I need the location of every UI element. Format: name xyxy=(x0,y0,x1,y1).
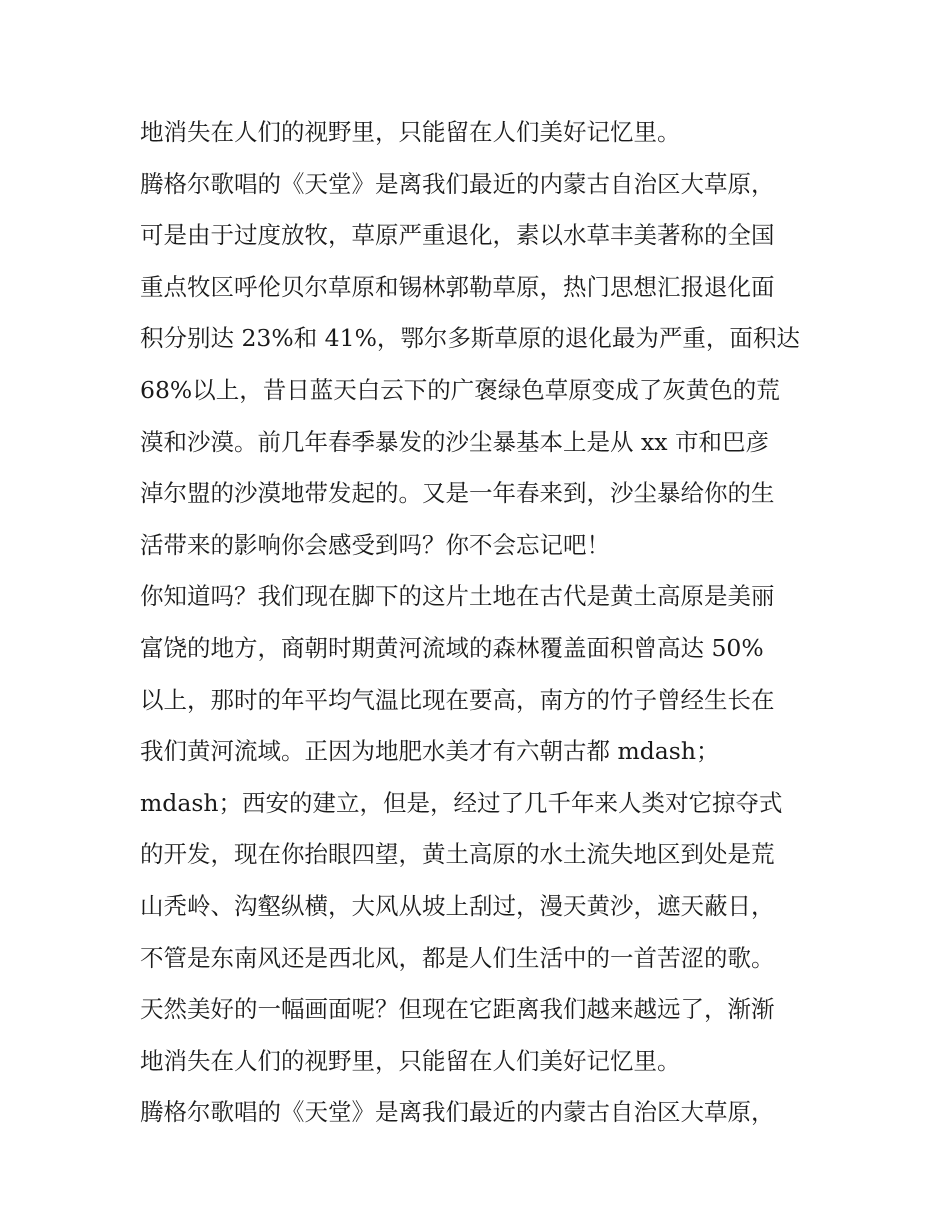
text-line: 重点牧区呼伦贝尔草原和锡林郭勒草原，热门思想汇报退化面 xyxy=(140,272,775,301)
text-line: 可是由于过度放牧，草原严重退化，素以水草丰美著称的全国 xyxy=(140,221,775,250)
text-line: 山秃岭、沟壑纵横，大风从坡上刮过，漫天黄沙，遮天蔽日， xyxy=(140,891,775,920)
text-line: 漠和沙漠。前几年春季暴发的沙尘暴基本上是从 xx 市和巴彦 xyxy=(140,427,769,456)
text-line: 不管是东南风还是西北风，都是人们生活中的一首苦涩的歌。 xyxy=(140,943,775,972)
text-line: 68%以上，昔日蓝天白云下的广褒绿色草原变成了灰黄色的荒 xyxy=(140,375,780,404)
text-line: 积分别达 23%和 41%，鄂尔多斯草原的退化最为严重，面积达 xyxy=(140,324,800,353)
text-line: 以上，那时的年平均气温比现在要高，南方的竹子曾经生长在 xyxy=(140,685,775,714)
text-line: 地消失在人们的视野里，只能留在人们美好记忆里。 xyxy=(140,1046,681,1075)
text-line: 活带来的影响你会感受到吗？你不会忘记吧！ xyxy=(140,530,610,559)
text-line: 淖尔盟的沙漠地带发起的。又是一年春来到，沙尘暴给你的生 xyxy=(140,479,775,508)
text-line: 你知道吗？我们现在脚下的这片土地在古代是黄土高原是美丽 xyxy=(140,582,775,611)
text-line: 地消失在人们的视野里，只能留在人们美好记忆里。 xyxy=(140,118,681,146)
text-line: 我们黄河流域。正因为地肥水美才有六朝古都 mdash； xyxy=(140,737,720,766)
text-line: 腾格尔歌唱的《天堂》是离我们最近的内蒙古自治区大草原， xyxy=(140,1098,775,1127)
text-line: 富饶的地方，商朝时期黄河流域的森林覆盖面积曾高达 50% xyxy=(140,633,764,662)
text-line: 的开发，现在你抬眼四望，黄土高原的水土流失地区到处是荒 xyxy=(140,840,775,869)
text-line: 腾格尔歌唱的《天堂》是离我们最近的内蒙古自治区大草原， xyxy=(140,169,775,198)
text-line: 天然美好的一幅画面呢？但现在它距离我们越来越远了，渐渐 xyxy=(140,995,775,1024)
document-page xyxy=(140,107,820,1139)
text-line: mdash；西安的建立，但是，经过了几千年来人类对它掠夺式 xyxy=(140,788,783,817)
